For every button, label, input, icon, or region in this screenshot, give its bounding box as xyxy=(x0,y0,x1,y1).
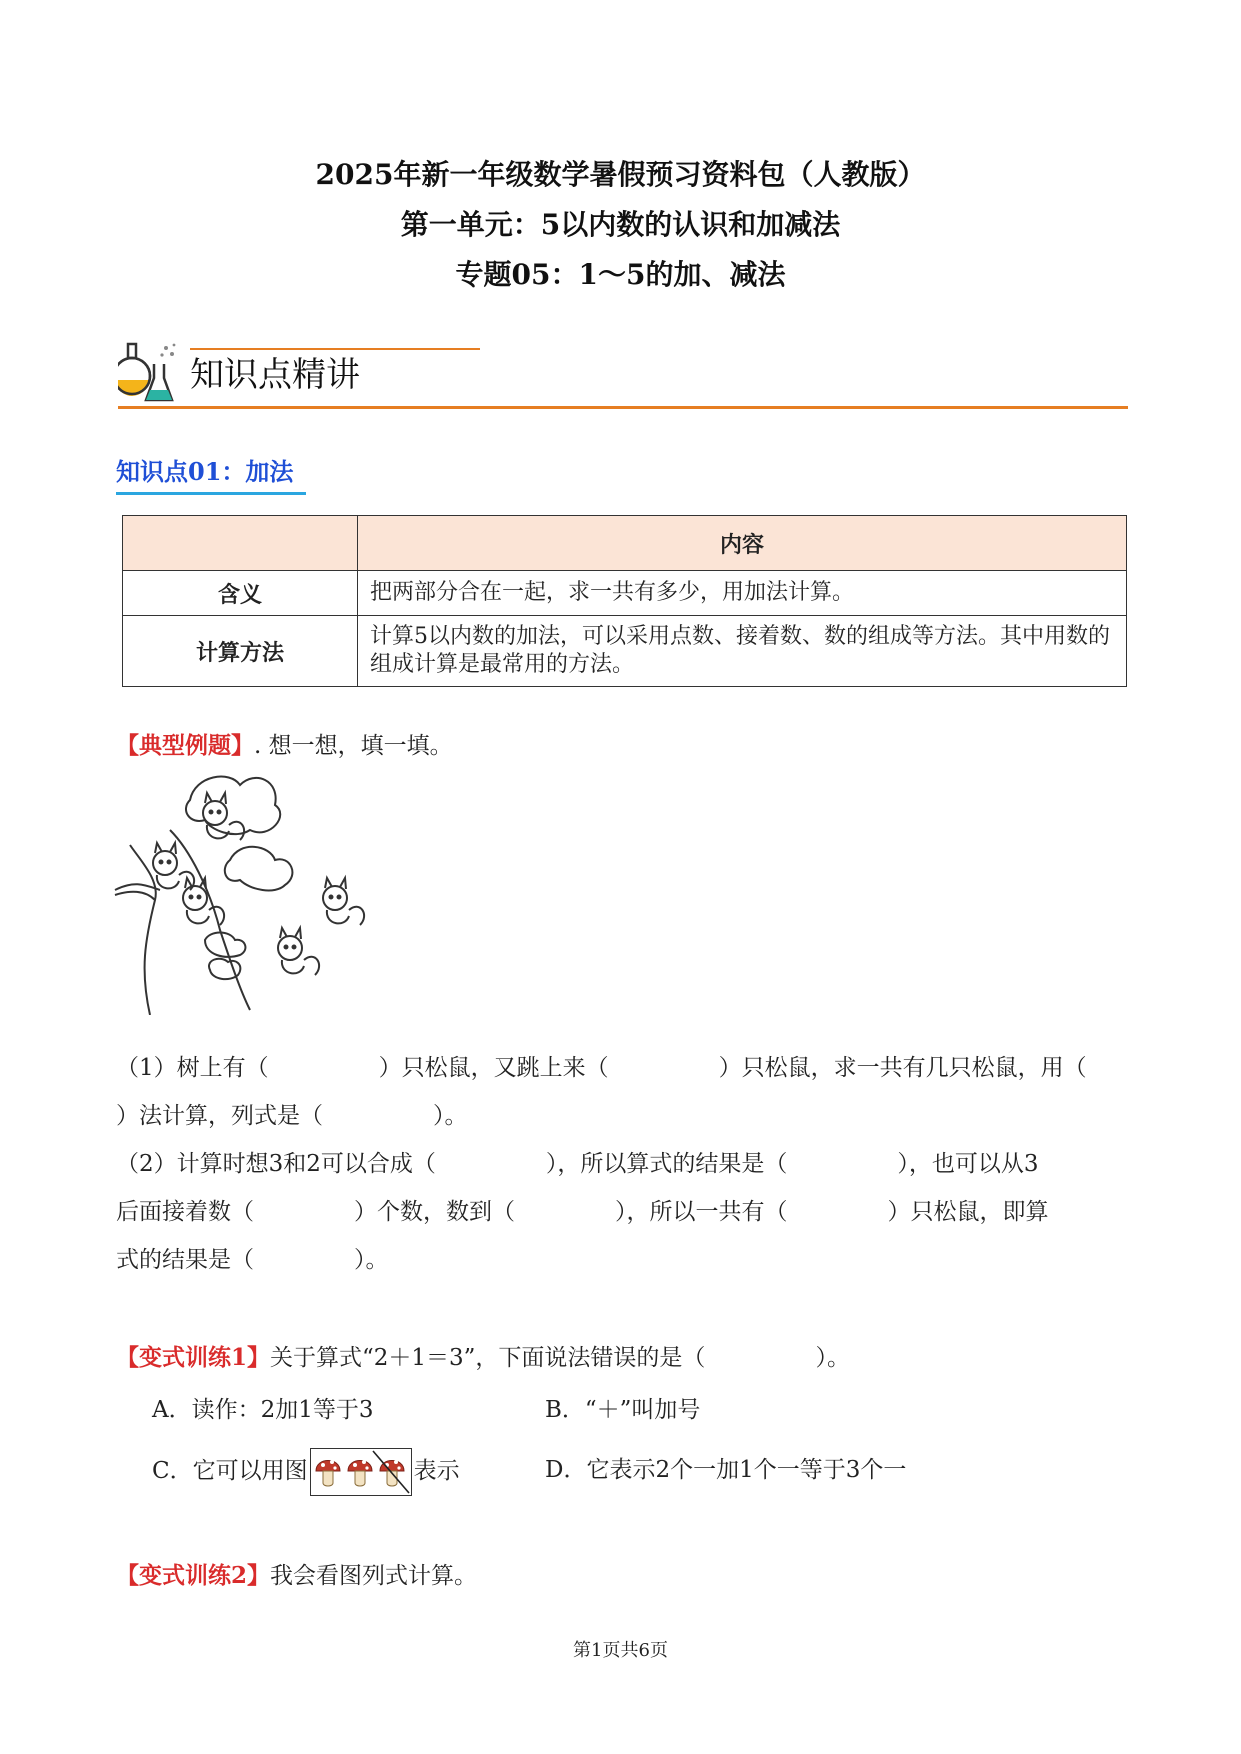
title-line-2: 第一单元：5以内数的认识和加减法 xyxy=(400,208,841,241)
q1-text-b: ）只松鼠，又跳上来（ xyxy=(378,1055,609,1081)
variant1-prompt-b: ）。 xyxy=(815,1345,850,1371)
title-line-1: 2025年新一年级数学暑假预习资料包（人教版） xyxy=(315,158,926,191)
q2-text-d: 后面接着数（ xyxy=(116,1199,254,1225)
q1-text-c: ）只松鼠，求一共有几只松鼠，用（ xyxy=(718,1055,1087,1081)
variant2-prompt: 我会看图列式计算。 xyxy=(270,1563,478,1589)
variant2-tag: 【变式训练2】 xyxy=(116,1562,271,1589)
table-row xyxy=(123,571,1127,616)
q2-text-c: ），也可以从3 xyxy=(897,1151,1039,1177)
q2-text-b: ），所以算式的结果是（ xyxy=(545,1151,788,1177)
example-q2 xyxy=(116,1140,1126,1284)
variant1-question xyxy=(116,1334,850,1382)
table-definition-cell: 把两部分合在一起，求一共有多少，用加法计算。 xyxy=(358,571,1127,616)
document-title-block xyxy=(0,150,1241,300)
section-header-bottom-rule xyxy=(118,406,1128,409)
section-header-top-rule xyxy=(190,348,480,350)
knowledge-table xyxy=(122,515,1127,687)
example-q1 xyxy=(116,1044,1126,1140)
option-b[interactable]: B．“＋”叫加号 xyxy=(545,1397,701,1423)
q2-text-a: （2）计算时想3和2可以合成（ xyxy=(116,1151,436,1177)
knowledge-point-underline xyxy=(116,492,306,495)
variant2-question xyxy=(116,1552,477,1600)
table-header-row xyxy=(123,516,1127,571)
table-header-cell: 内容 xyxy=(358,516,1127,571)
knowledge-point-heading: 知识点01：加法 xyxy=(116,457,294,486)
example-question-line xyxy=(116,722,453,770)
flask-icon xyxy=(118,340,180,404)
squirrels-on-tree-illustration xyxy=(110,770,400,1015)
page-footer: 第1页共6页 xyxy=(573,1640,668,1661)
q2-text-h: 式的结果是（ xyxy=(116,1247,254,1273)
option-c-text-b: 表示 xyxy=(413,1458,460,1484)
q2-text-e: ）个数，数到（ xyxy=(354,1199,515,1225)
variant1-prompt-a: 关于算式“2＋1＝3”，下面说法错误的是（ xyxy=(270,1345,706,1371)
table-header-cell xyxy=(123,516,358,571)
table-term-cell: 含义 xyxy=(123,571,358,616)
example-prompt: . 想一想，填一填。 xyxy=(254,733,453,759)
section-title: 知识点精讲 xyxy=(190,355,360,395)
variant1-tag: 【变式训练1】 xyxy=(116,1344,271,1371)
q1-text-e: ）。 xyxy=(433,1103,468,1129)
option-d[interactable]: D．它表示2个一加1个一等于3个一 xyxy=(545,1457,907,1483)
title-line-3: 专题05：1～5的加、减法 xyxy=(455,258,786,291)
q2-text-g: ）只松鼠，即算 xyxy=(887,1199,1049,1225)
option-a[interactable]: A．读作：2加1等于3 xyxy=(152,1397,374,1423)
example-tag: 【典型例题】 xyxy=(116,732,254,759)
q2-text-i: ）。 xyxy=(354,1247,389,1273)
table-definition-cell: 计算5以内数的加法，可以采用点数、接着数、数的组成等方法。其中用数的组成计算是最常用的方法。 xyxy=(358,616,1127,687)
q2-text-f: ），所以一共有（ xyxy=(615,1199,788,1225)
q1-text-d: ）法计算，列式是（ xyxy=(116,1103,323,1129)
option-c[interactable] xyxy=(152,1448,460,1496)
section-header xyxy=(118,340,1128,410)
table-row xyxy=(123,616,1127,687)
table-term-cell: 计算方法 xyxy=(123,616,358,687)
q1-text-a: （1）树上有（ xyxy=(116,1055,269,1081)
option-c-text-a: C．它可以用图 xyxy=(152,1458,308,1484)
mushroom-picture xyxy=(311,1449,411,1495)
three-mushrooms-one-crossed-icon xyxy=(310,1448,412,1496)
